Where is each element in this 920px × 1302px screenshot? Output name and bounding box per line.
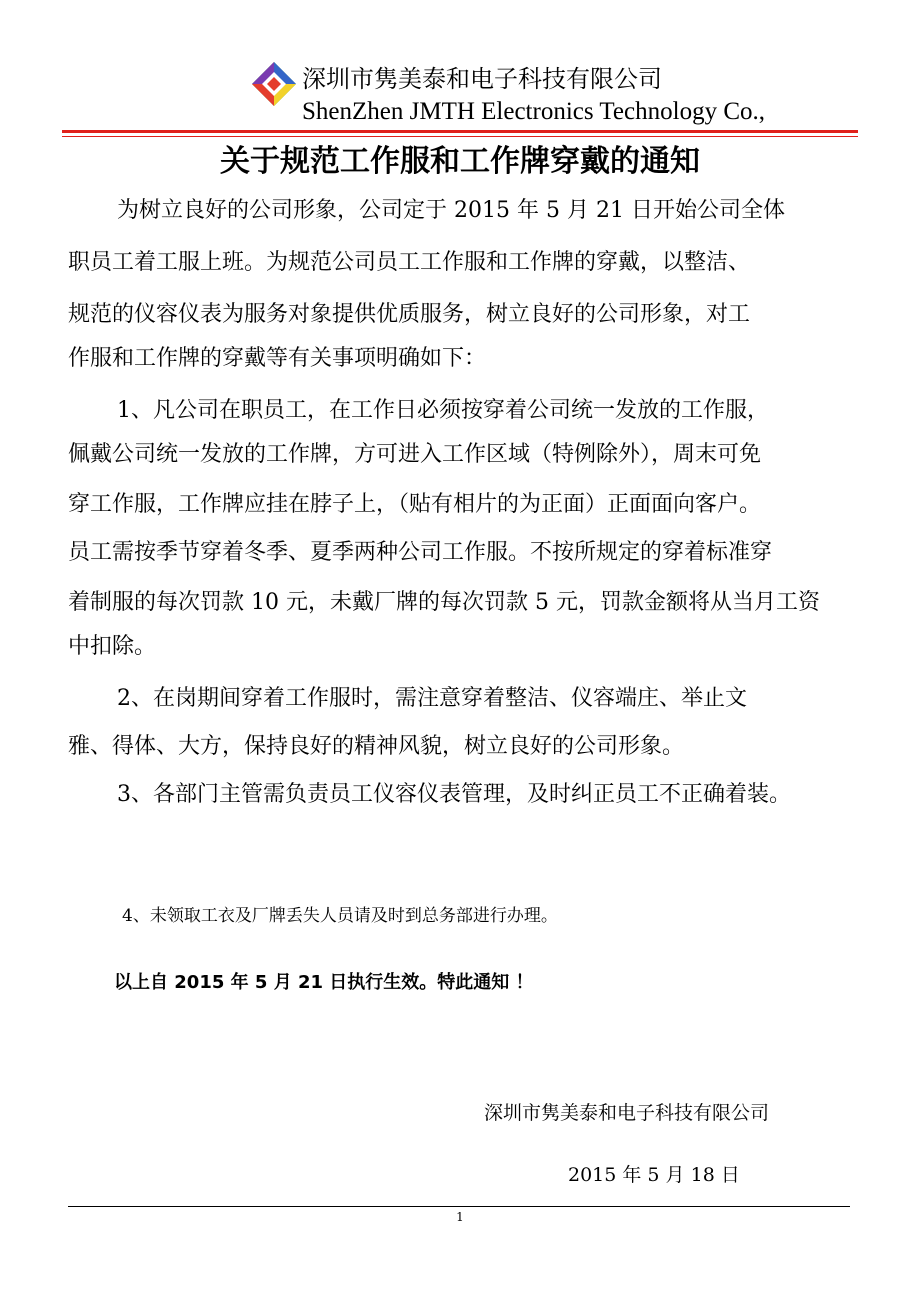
- document-title: 关于规范工作服和工作牌穿戴的通知: [220, 144, 700, 179]
- footer-divider: [68, 1206, 850, 1207]
- intro-line: 作服和工作牌的穿戴等有关事项明确如下：: [68, 346, 487, 371]
- intro-line: 职员工着工服上班。为规范公司员工工作服和工作牌的穿戴，以整洁、: [68, 250, 751, 275]
- item2-line: 2、在岗期间穿着工作服时，需注意穿着整洁、仪容端庄、举止文: [117, 686, 747, 711]
- item1-line: 员工需按季节穿着冬季、夏季两种公司工作服。不按所规定的穿着标准穿: [68, 540, 773, 565]
- item1-line: 佩戴公司统一发放的工作牌，方可进入工作区域（特例除外），周末可免: [68, 442, 762, 467]
- header-company-name-cn: 深圳市隽美泰和电子科技有限公司: [302, 65, 662, 93]
- header-divider-thick: [62, 130, 858, 133]
- company-logo-icon: [250, 60, 298, 108]
- signature-company: 深圳市隽美泰和电子科技有限公司: [484, 1102, 770, 1124]
- item1-line: 着制服的每次罚款 10 元，未戴厂牌的每次罚款 5 元，罚款金额将从当月工资: [68, 590, 820, 615]
- item2-line: 雅、得体、大方，保持良好的精神风貌，树立良好的公司形象。: [68, 734, 685, 759]
- signature-date: 2015 年 5 月 18 日: [568, 1164, 740, 1186]
- page-number: 1: [456, 1210, 464, 1224]
- item1-line: 中扣除。: [68, 634, 157, 659]
- item3-line: 3、各部门主管需负责员工仪容仪表管理，及时纠正员工不正确着装。: [117, 782, 791, 807]
- header-divider-thin: [62, 136, 858, 137]
- item1-line: 穿工作服，工作牌应挂在脖子上，（贴有相片的为正面）正面面向客户。: [68, 492, 762, 517]
- item1-line: 1、凡公司在职员工，在工作日必须按穿着公司统一发放的工作服，: [117, 398, 769, 423]
- effective-note: 以上自 2015 年 5 月 21 日执行生效。特此通知 ！: [114, 972, 534, 993]
- item4-line: 4、未领取工衣及厂牌丢失人员请及时到总务部进行办理。: [122, 906, 558, 926]
- header-company-name-en: ShenZhen JMTH Electronics Technology Co.,: [302, 98, 765, 125]
- intro-line: 为树立良好的公司形象，公司定于 2015 年 5 月 21 日开始公司全体: [117, 198, 785, 223]
- intro-line: 规范的仪容仪表为服务对象提供优质服务，树立良好的公司形象，对工: [68, 302, 751, 327]
